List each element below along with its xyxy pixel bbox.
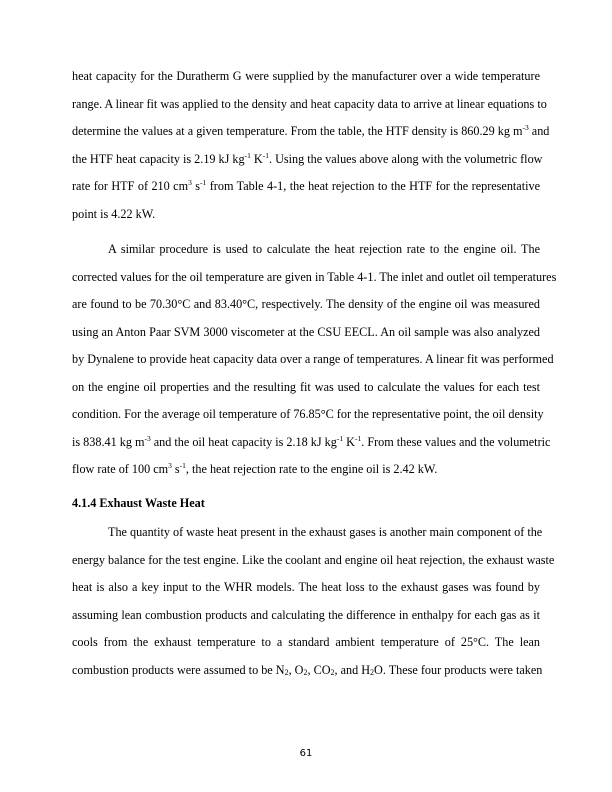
text-run: combustion products were assumed to be N bbox=[72, 662, 285, 677]
text-run: cools from the exhaust temperature to a standard ambient temperature of 25°C. The lean bbox=[72, 635, 540, 650]
subscript: 2 bbox=[284, 667, 289, 677]
text-run: flow rate of 100 cm bbox=[72, 462, 169, 477]
text-line bbox=[72, 401, 544, 429]
subscript: 2 bbox=[330, 667, 335, 677]
text-run: heat capacity for the Duratherm G were supplied by the manufacturer over a wide temperature bbox=[72, 69, 540, 83]
text-run: , the heat rejection rate to the engine oil is 2.42 kW. bbox=[185, 462, 438, 477]
text-run: and bbox=[528, 124, 550, 139]
text-line bbox=[72, 547, 555, 575]
text-line bbox=[72, 629, 540, 657]
text-line bbox=[72, 118, 550, 146]
text-run: using an Anton Paar SVM 3000 viscometer at the CSU EECL. An oil sample was also analyzed bbox=[72, 324, 540, 339]
text-run: the HTF heat capacity is 2.19 kJ kg bbox=[72, 151, 245, 166]
text-run: . From these values and the volumetric bbox=[361, 434, 551, 449]
text-run: rate for HTF of 210 cm bbox=[72, 179, 189, 194]
page-number: 61 bbox=[299, 748, 313, 759]
text-line bbox=[72, 63, 540, 91]
text-run: by Dynalene to provide heat capacity data over a range of temperatures. A linear fit was performed bbox=[72, 352, 554, 367]
text-run: . Using the values above along with the volumetric flow bbox=[268, 151, 543, 166]
superscript: -1 bbox=[244, 150, 251, 160]
text-line bbox=[72, 173, 540, 201]
text-line bbox=[72, 319, 540, 347]
text-line bbox=[72, 146, 543, 174]
text-run: , O bbox=[288, 662, 304, 677]
text-run: s bbox=[191, 179, 201, 194]
text-run: are found to be 70.30°C and 83.40°C, respectively. The density of the engine oil was measured bbox=[72, 297, 540, 312]
text-line bbox=[72, 91, 547, 119]
text-run: heat is also a key input to the WHR models. The heat loss to the exhaust gases was found by bbox=[72, 580, 540, 595]
text-line bbox=[72, 374, 540, 402]
text-line bbox=[72, 291, 540, 319]
text-run: K bbox=[250, 151, 263, 166]
text-run: range. A linear fit was applied to the density and heat capacity data to arrive at linear equations to bbox=[72, 96, 547, 111]
subscript: 2 bbox=[303, 667, 308, 677]
section-heading: 4.1.4 Exhaust Waste Heat bbox=[72, 496, 205, 510]
text-run: corrected values for the oil temperature are given in Table 4-1. The inlet and outlet oil temperatures bbox=[72, 269, 557, 284]
superscript: -1 bbox=[179, 461, 186, 471]
text-line bbox=[72, 519, 543, 547]
superscript: -1 bbox=[354, 433, 362, 443]
text-run: s bbox=[171, 462, 180, 477]
superscript: -1 bbox=[262, 150, 269, 160]
superscript: -1 bbox=[200, 178, 207, 188]
text-run: is 838.41 kg m bbox=[72, 434, 145, 449]
superscript: 3 bbox=[188, 178, 192, 188]
text-run: O. These four products were taken bbox=[374, 662, 543, 677]
text-run: assuming lean combustion products and calculating the difference in enthalpy for each gas as it bbox=[72, 607, 540, 622]
superscript: -3 bbox=[144, 433, 151, 443]
text-run: determine the values at a given temperature. From the table, the HTF density is 860.29 kg m bbox=[72, 124, 523, 139]
paragraph-htf-heat-rejection bbox=[72, 63, 550, 228]
text-run: , and H bbox=[334, 662, 371, 677]
superscript: -3 bbox=[522, 123, 529, 133]
text-line bbox=[72, 236, 540, 264]
text-line bbox=[72, 201, 540, 229]
subscript: 2 bbox=[370, 667, 375, 677]
text-line bbox=[72, 429, 551, 457]
text-run: energy balance for the test engine. Like the coolant and engine oil heat rejection, the exhaust waste bbox=[72, 552, 555, 567]
text-line bbox=[72, 657, 543, 685]
paragraph-engine-oil-heat-rejection bbox=[72, 236, 557, 484]
text-run: condition. For the average oil temperature of 76.85°C for the representative point, the oil density bbox=[72, 407, 544, 422]
paragraph-exhaust-waste-heat bbox=[72, 519, 555, 684]
text-run: from Table 4-1, the heat rejection to the HTF for the representative bbox=[206, 179, 540, 194]
text-line bbox=[72, 264, 557, 292]
text-run: , CO bbox=[307, 662, 331, 677]
text-run: point is 4.22 kW. bbox=[72, 206, 156, 221]
text-run: on the engine oil properties and the resulting fit was used to calculate the values for each test bbox=[72, 379, 540, 394]
superscript: 3 bbox=[168, 461, 172, 471]
text-run: and the oil heat capacity is 2.18 kJ kg bbox=[150, 434, 337, 449]
text-line bbox=[72, 346, 554, 374]
text-run: A similar procedure is used to calculate the heat rejection rate to the engine oil. The bbox=[108, 242, 540, 256]
text-line bbox=[72, 602, 540, 630]
text-line bbox=[72, 456, 540, 484]
text-line bbox=[72, 574, 540, 602]
text-run: K bbox=[343, 434, 355, 449]
text-run: The quantity of waste heat present in the exhaust gases is another main component of the bbox=[108, 525, 543, 539]
superscript: -1 bbox=[336, 433, 344, 443]
